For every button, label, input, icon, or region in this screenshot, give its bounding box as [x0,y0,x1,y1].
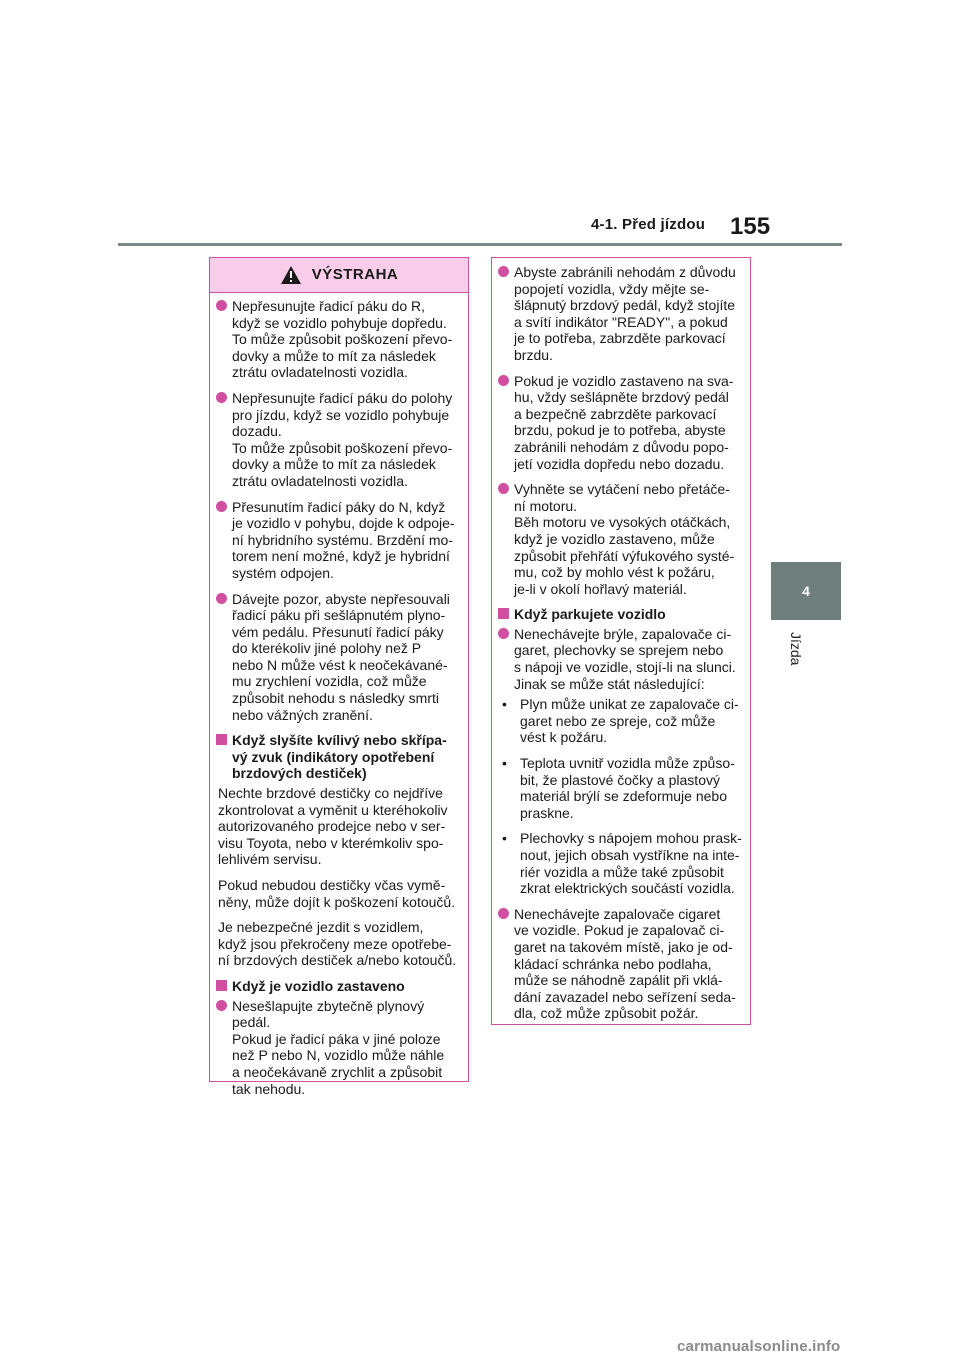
list-item: Dávejte pozor, abyste nepřesouvali řadicí páku při sešlápnutém plyno- vém pedálu. Přesunutí řadicí páky do kterékoliv jiné polohy než P nebo N může vést k neočekávané- mu zrychlení vozidla, což může způsobit nehodu s následky smrti nebo vážných zranění. [218,591,460,724]
warning-header [210,258,468,293]
bullet-icon [216,1000,227,1011]
bullet-icon [498,375,509,386]
list-item: Nepřesunujte řadicí páku do R, když se vozidlo pohybuje dopředu. To může způsobit poškození převo- dovky a může to mít za následek ztrátu ovladatelnosti vozidla. [218,298,460,381]
bullet-icon [216,300,227,311]
chapter-tab[interactable]: 4 [771,562,841,620]
warning-icon [280,265,302,285]
paragraph: Je nebezpečné jezdit s vozidlem, když jsou překročeny meze opotřebe- ní brzdových destiček a/nebo kotoučů. [218,919,457,969]
list-item: Abyste zabránili nehodám z důvodu popojetí vozidla, vždy mějte se- šlápnutý brzdový pedál, když stojíte a svítí indikátor "READY", a pokud je to potřeba, zabrzděte parkovací brzdu. [500,264,742,364]
small-bullet-icon: • [502,830,507,847]
bullet-icon [498,483,509,494]
warning-box-left [209,257,469,1097]
square-bullet-icon [216,980,227,991]
bullet-icon [216,593,227,604]
bullet-icon [498,628,509,639]
sub-list-item: • Plechovky s nápojem mohou prask- nout, jejich obsah vystříkne na inte- riér vozidla a může také způsobit zkrat elektrických součástí vozidla. [502,830,742,897]
header-divider [118,243,842,246]
list-item: Nenechávejte zapalovače cigaret ve vozidle. Pokud je zapalovač ci- garet na takovém místě, jako je od- kládací schránka nebo podlaha, může se náhodně zapálit při vklá- dání zavazadel nebo seřízení seda- dla, což může způsobit požár. [500,906,742,1022]
bullet-icon [216,501,227,512]
bullet-icon [498,266,509,277]
warning-box-right [491,257,751,1025]
list-item: Přesunutím řadicí páky do N, když je vozidlo v pohybu, dojde k odpoje- ní hybridního systému. Brzdění mo- torem není možné, když je hybridní systém odpojen. [218,499,460,582]
list-item: Pokud je vozidlo zastaveno na sva- hu, vždy sešlápněte brzdový pedál a bezpečně zabrzděte parkovací brzdu, pokud je to potřeba, abyste zabránili nehodám z důvodu popo- jetí vozidla dopředu nebo dozadu. [500,373,742,473]
sub-list-item: • Teplota uvnitř vozidla může způso- bit, že plastové čočky a plastový materiál brýlí se zdeformuje nebo praskne. [502,755,735,821]
paragraph: Nechte brzdové destičky co nejdříve zkontrolovat a vyměnit u kteréhokoliv autorizovaného prodejce nebo v ser- visu Toyota, nebo v kterémkoliv spo- lehlivém servisu. [218,785,448,868]
sub-list-item: • Plyn může unikat ze zapalovače ci- garet nebo ze spreje, což může vést k požáru. [502,696,739,746]
square-bullet-icon [216,734,227,745]
section-title: 4-1. Před jízdou [591,216,706,233]
list-item: Nepřesunujte řadicí páku do polohy pro jízdu, když se vozidlo pohybuje dozadu. To může způsobit poškození převo- dovky a může to mít za následek ztrátu ovladatelnosti vozidla. [218,390,460,490]
square-bullet-icon [498,608,509,619]
list-item: Nesešlapujte zbytečně plynový pedál. Pokud je řadicí páka v jiné poloze než P nebo N, vozidlo může náhle a neočekávaně zrychlit a způsobit tak nehodu. [218,998,460,1098]
paragraph: Pokud nebudou destičky včas vymě- něny, může dojít k poškození kotoučů. [218,877,456,910]
small-bullet-icon: • [502,755,507,772]
bullet-icon [216,392,227,403]
warning-title: VÝSTRAHA [311,265,399,283]
chapter-label: Jízda [788,632,804,666]
section-heading: Když slyšíte kvílivý nebo skřípa- vý zvuk (indikátory opotřebení brzdových destiček) [218,732,460,782]
small-bullet-icon: • [502,696,507,713]
section-heading: Když je vozidlo zastaveno [218,978,460,995]
watermark-logo: carmanualsonline.info [677,1338,841,1355]
bullet-icon [498,908,509,919]
list-item: Nenechávejte brýle, zapalovače ci- garet, plechovky se sprejem nebo s nápoji ve vozidle, stojí-li na slunci. Jinak se může stát následující: [500,626,742,692]
list-item: Vyhněte se vytáčení nebo přetáče- ní motoru. Běh motoru ve vysokých otáčkách, když je vozidlo zastaveno, může způsobit přehřátí výfukového systé- mu, což by mohlo vést k požáru, je-li v okolí hořlavý materiál. [500,481,742,597]
page-number: 155 [730,213,771,240]
section-heading: Když parkujete vozidlo [500,606,742,623]
